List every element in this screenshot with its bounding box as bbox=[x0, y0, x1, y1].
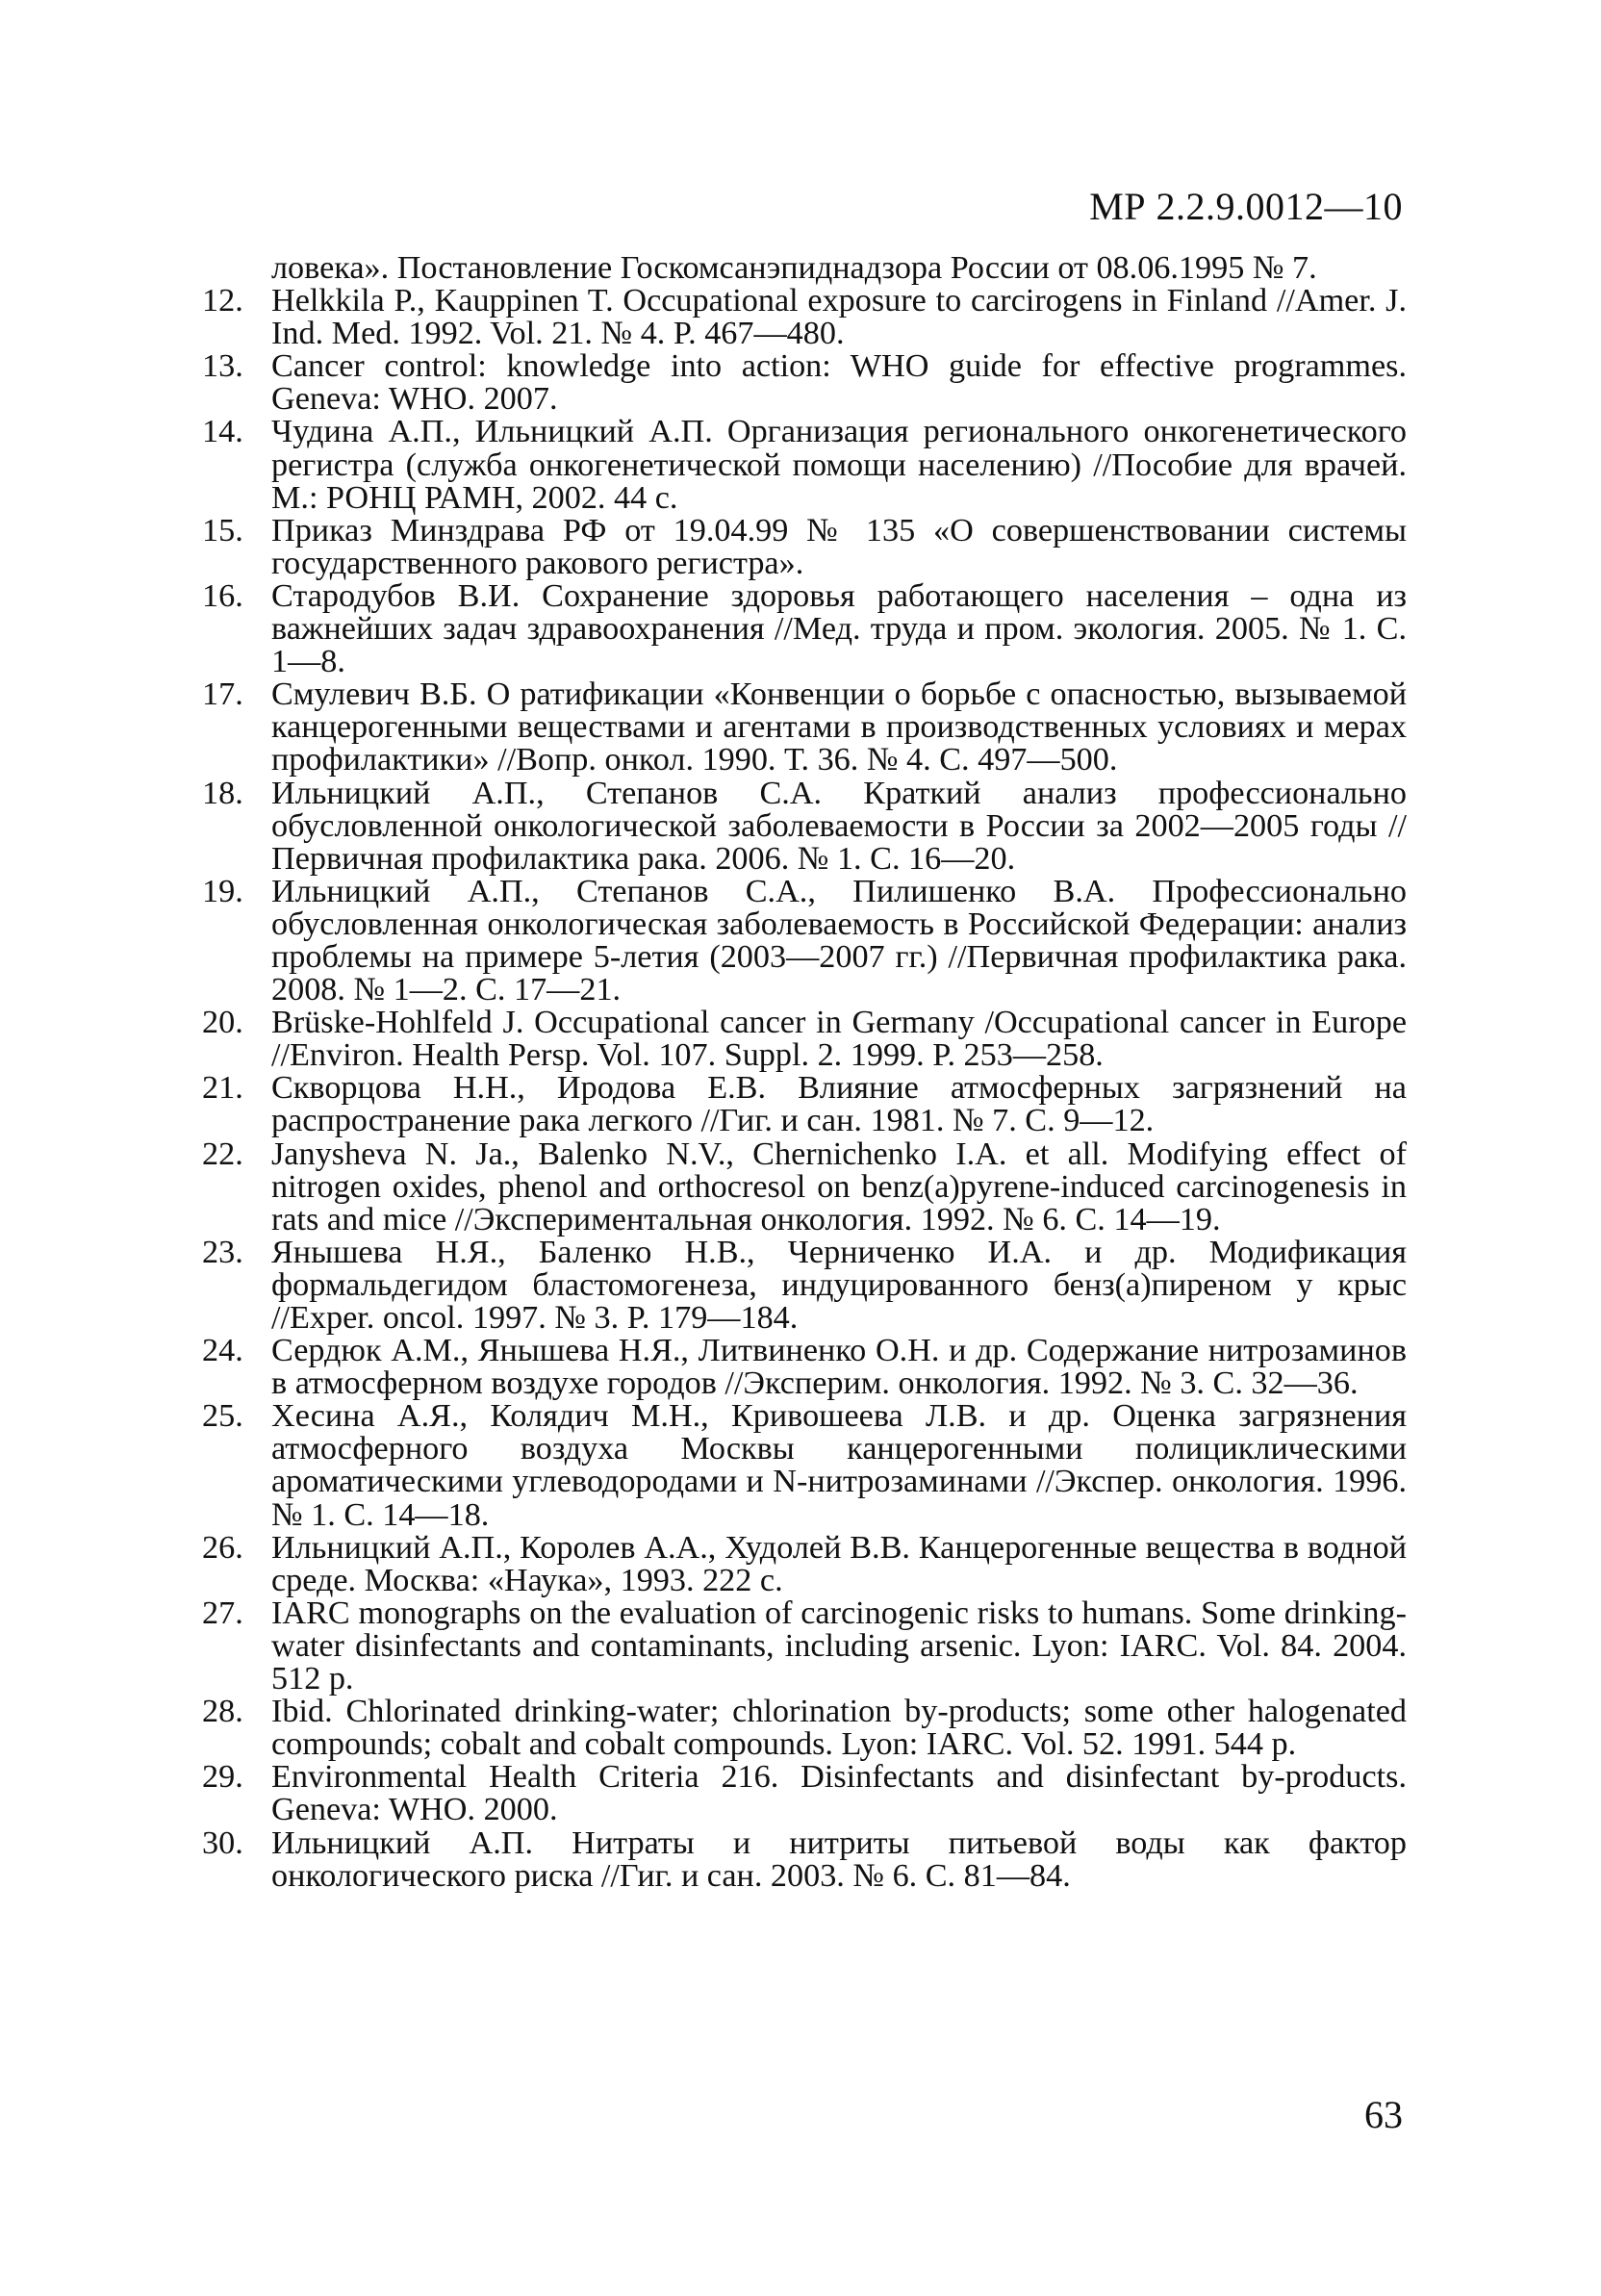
reference-item bbox=[202, 775, 1407, 877]
reference-number: 22. bbox=[202, 1135, 243, 1172]
reference-item bbox=[202, 285, 1407, 350]
reference-text: Janysheva N. Ja., Balenko N.V., Chernichenko I.A. et all. Modifying effect of nitrogen oxides, phenol and orthocresol on benz(a)pyrene-induced carcinogenesis in rats and mice //Экспериментальная онкология. 1992. № 6. С. 14—19. bbox=[271, 1135, 1407, 1237]
reference-number: 14. bbox=[202, 414, 243, 450]
reference-number: 25. bbox=[202, 1398, 243, 1435]
reference-text: Янышева Н.Я., Баленко Н.В., Черниченко И.А. и др. Модификация формальдегидом бластомогенеза, индуцированного бенз(а)пиреном у крыс //Exper. oncol. 1997. № 3. P. 179—184. bbox=[271, 1234, 1407, 1336]
reference-text: Скворцова Н.Н., Иродова Е.В. Влияние атмосферных загрязнений на распространение рака легкого //Гиг. и сан. 1981. № 7. С. 9—12. bbox=[271, 1070, 1407, 1139]
reference-number: 27. bbox=[202, 1594, 243, 1631]
reference-number: 26. bbox=[202, 1529, 243, 1566]
reference-text: Helkkila P., Kauppinen T. Occupational exposure to carcirogens in Finland //Amer. J. Ind. Med. 1992. Vol. 21. № 4. P. 467—480. bbox=[271, 283, 1407, 352]
reference-item bbox=[202, 1335, 1407, 1400]
reference-text: Environmental Health Criteria 216. Disinfectants and disinfectant by-products. Geneva: WHO. 2000. bbox=[271, 1759, 1407, 1828]
reference-number: 30. bbox=[202, 1824, 243, 1861]
reference-number: 12. bbox=[202, 283, 243, 319]
reference-text: Стародубов В.И. Сохранение здоровья работающего населения – одна из важнейших задач здравоохранения //Мед. труда и пром. экология. 2005. № 1. С. 1—8. bbox=[271, 577, 1407, 680]
reference-text: Ильницкий А.П., Степанов С.А., Пилишенко В.А. Профессионально обусловленная онкологическая заболеваемость в Российской Федерации: анализ проблемы на примере 5-летия (2003—2007 гг.) //Первичная профилактика рака. 2008. № 1—2. С. 17—21. bbox=[271, 873, 1407, 1008]
reference-item bbox=[202, 1400, 1407, 1531]
reference-item bbox=[202, 1135, 1407, 1237]
document-code: МР 2.2.9.0012—10 bbox=[1089, 185, 1403, 228]
reference-text: Чудина А.П., Ильницкий А.П. Организация регионального онкогенетического регистра (служба онкогенетической помощи населению) //Пособие для врачей. М.: РОНЦ РАМН, 2002. 44 с. bbox=[271, 414, 1407, 516]
reference-items bbox=[202, 285, 1407, 1893]
reference-text: Ibid. Chlorinated drinking-water; chlorination by-products; some other halogenated compounds; cobalt and cobalt compounds. Lyon: IARC. Vol. 52. 1991. 544 p. bbox=[271, 1694, 1407, 1763]
reference-text: Ильницкий А.П., Королев А.А., Худолей В.В. Канцерогенные вещества в водной среде. Москва: «Наука», 1993. 222 с. bbox=[271, 1529, 1407, 1598]
reference-number: 28. bbox=[202, 1694, 243, 1730]
reference-text: Cancer control: knowledge into action: WHO guide for effective programmes. Geneva: WHO. 2007. bbox=[271, 348, 1407, 418]
reference-item bbox=[202, 577, 1407, 680]
reference-text: Ильницкий А.П. Нитраты и нитриты питьевой воды как фактор онкологического риска //Гиг. и сан. 2003. № 6. С. 81—84. bbox=[271, 1824, 1407, 1894]
reference-text: Смулевич В.Б. О ратификации «Конвенции о борьбе с опасностью, вызываемой канцерогенными веществами и агентами в производственных условиях и мерах профилактики» //Вопр. онкол. 1990. Т. 36. № 4. С. 497—500. bbox=[271, 676, 1407, 778]
reference-item bbox=[202, 1594, 1407, 1697]
reference-number: 16. bbox=[202, 577, 243, 614]
page-number: 63 bbox=[1364, 2093, 1403, 2136]
reference-item bbox=[202, 1072, 1407, 1137]
reference-item bbox=[202, 678, 1407, 777]
reference-text: Приказ Минздрава РФ от 19.04.99 № 135 «О совершенствовании системы государственного ракового регистра». bbox=[271, 512, 1407, 581]
reference-number: 24. bbox=[202, 1333, 243, 1369]
reference-number: 18. bbox=[202, 775, 243, 811]
reference-number: 29. bbox=[202, 1759, 243, 1796]
reference-item bbox=[202, 416, 1407, 514]
reference-text: Хесина А.Я., Колядич М.Н., Кривошеева Л.В. и др. Оценка загрязнения атмосферного воздуха Москвы канцерогенными полициклическими ароматическими углеводородами и N-нитрозаминами //Экспер. онкология. 1996. № 1. С. 14—18. bbox=[271, 1398, 1407, 1533]
reference-number: 19. bbox=[202, 873, 243, 909]
reference-continuation: ловека». Постановление Госкомсанэпиднадзора России от 08.06.1995 № 7. bbox=[271, 250, 1317, 286]
reference-item bbox=[202, 1234, 1407, 1336]
reference-text: Сердюк А.М., Янышева Н.Я., Литвиненко О.Н. и др. Содержание нитрозаминов в атмосферном воздухе городов //Эксперим. онкология. 1992. № 3. С. 32—36. bbox=[271, 1333, 1407, 1402]
reference-number: 23. bbox=[202, 1234, 243, 1270]
reference-text: Brüske-Hohlfeld J. Occupational cancer in Germany /Occupational cancer in Europe //Environ. Health Persp. Vol. 107. Suppl. 2. 1999. P. 253—258. bbox=[271, 1005, 1407, 1074]
reference-item bbox=[202, 512, 1407, 581]
reference-number: 15. bbox=[202, 512, 243, 548]
reference-number: 13. bbox=[202, 348, 243, 385]
reference-item bbox=[202, 1529, 1407, 1598]
reference-item bbox=[202, 350, 1407, 416]
reference-number: 20. bbox=[202, 1005, 243, 1041]
reference-text: IARC monographs on the evaluation of carcinogenic risks to humans. Some drinking-water disinfectants and contaminants, including arsenic. Lyon: IARC. Vol. 84. 2004. 512 p. bbox=[271, 1594, 1407, 1697]
reference-item bbox=[202, 1761, 1407, 1826]
reference-item bbox=[202, 1007, 1407, 1072]
reference-text: Ильницкий А.П., Степанов С.А. Краткий анализ профессионально обусловленной онкологической заболеваемости в России за 2002—2005 годы //Первичная профилактика рака. 2006. № 1. С. 16—20. bbox=[271, 775, 1407, 877]
reference-number: 17. bbox=[202, 676, 243, 713]
reference-number: 21. bbox=[202, 1070, 243, 1107]
reference-item bbox=[202, 1696, 1407, 1761]
reference-list bbox=[202, 252, 1407, 1893]
reference-item bbox=[202, 873, 1407, 1008]
reference-item bbox=[202, 1824, 1407, 1894]
